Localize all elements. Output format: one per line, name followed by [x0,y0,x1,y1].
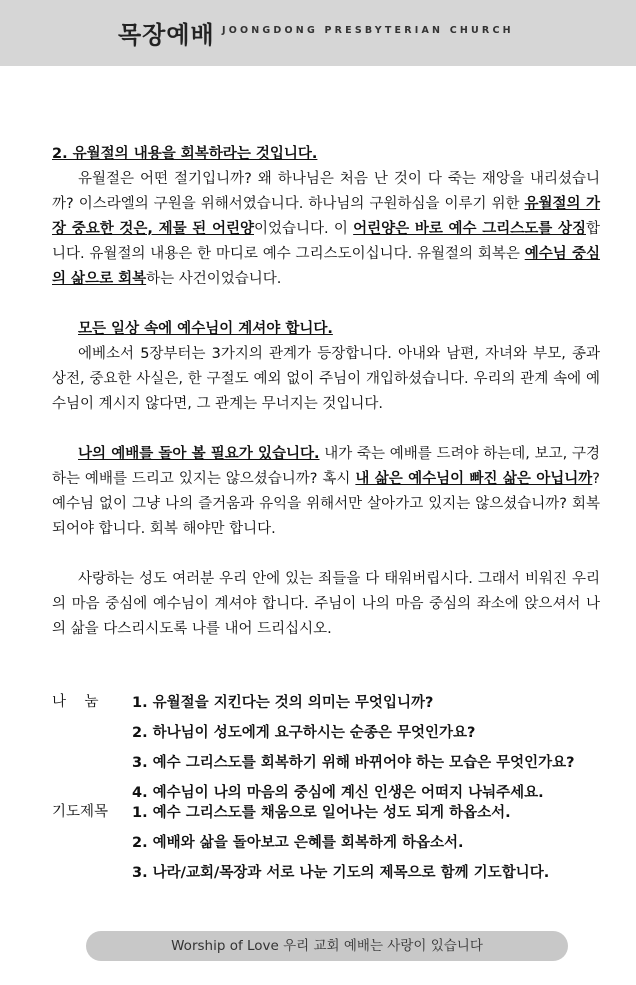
text-run: 내가 죽는 예배를 드려야 하는데, 보고, 구경하는 예배를 드리고 있지는 않으셨습니까? 혹시 [52,446,600,487]
section-2-heading: 2. 유월절의 내용을 회복하라는 것입니다. [52,146,318,162]
list-item: 2. 하나님이 성도에게 요구하시는 순종은 무엇인가요? [132,725,476,741]
list-item: 3. 예수 그리스도를 회복하기 위해 바뀌어야 하는 모습은 무엇인가요? [132,755,575,771]
text-run: ? 예수님 없이 그냥 나의 즐거움과 유익을 위해서만 살아가고 있지는 않으셨습니까? 회복 되어야 합니다. 회복 해야만 합니다. [52,471,600,537]
prayer-label: 기도제목 [52,804,109,820]
relation-heading: 모든 일상 속에 예수님이 계셔야 합니다. [78,321,333,337]
list-item: 3. 나라/교회/목장과 서로 나눈 기도의 제목으로 함께 기도합니다. [132,865,550,881]
list-item: 2. 예배와 삶을 돌아보고 은혜를 회복하게 하옵소서. [132,835,464,851]
page-title: 목장예배 [118,21,215,49]
footer-text: Worship of Love 우리 교회 예배는 사랑이 있습니다 [171,938,483,954]
emphasis-look-back: 나의 예배를 돌아 볼 필요가 있습니다. [78,446,320,462]
footer-banner [86,931,568,961]
list-item: 4. 예수님이 나의 마음의 중심에 계신 인생은 어떠지 나눠주세요. [132,785,544,801]
header-band [0,0,636,66]
emphasis-lamb-symbol: 어린양은 바로 예수 그리스도를 상징 [353,221,586,237]
text-run: 유월절은 어떤 절기입니까? 왜 하나님은 처음 난 것이 다 죽는 재앙을 내리셨습니까? 이스라엘의 구원을 위해서였습니다. 하나님의 구원하심을 이루기 위한 [52,171,600,212]
sharing-list [132,690,612,810]
closing-paragraph: 사랑하는 성도 여러분 우리 안에 있는 죄들을 다 태워버립시다. 그래서 비워진 우리의 마음 중심에 예수님이 계셔야 합니다. 주님이 나의 마음 중심의 좌소에 앉으셔서 나의 삶을 다스리시도록 나를 내어 드리십시오. [52,571,600,637]
emphasis-jesus-centered: 예수님 중심의 삶으로 회복 [52,246,600,287]
section-2-paragraph [52,167,600,292]
sharing-label: 나 눔 [52,694,99,710]
emphasis-passover-lamb: 유월절의 가장 중요한 것은, 제물 된 어린양 [52,196,600,237]
church-name: JOONGDONG PRESBYTERIAN CHURCH [222,25,514,36]
text-run: 이었습니다. 이 [254,221,354,237]
worship-paragraph [52,442,600,542]
spacer [52,417,600,442]
text-run: 합니다. 유월절의 내용은 한 마디로 예수 그리스도이십니다. 유월절의 회복은 [52,221,600,262]
list-item: 1. 유월절을 지킨다는 것의 의미는 무엇입니까? [132,695,434,711]
relation-paragraph: 에베소서 5장부터는 3가지의 관계가 등장합니다. 아내와 남편, 자녀와 부모, 종과 상전, 중요한 사실은, 한 구절도 예외 없이 주님이 개입하셨습니다. 우리의 관계 속에 예수님이 계시지 않다면, 그 관계는 무너지는 것입니다. [52,346,600,412]
spacer [52,542,600,567]
text-run: 하는 사건이었습니다. [146,271,282,287]
emphasis-life-without-jesus: 내 삶은 예수님이 빠진 삶은 아닙니까 [355,471,593,487]
sermon-body [52,142,600,642]
spacer [52,292,600,317]
prayer-list [132,800,612,890]
list-item: 1. 예수 그리스도를 채움으로 일어나는 성도 되게 하옵소서. [132,805,511,821]
